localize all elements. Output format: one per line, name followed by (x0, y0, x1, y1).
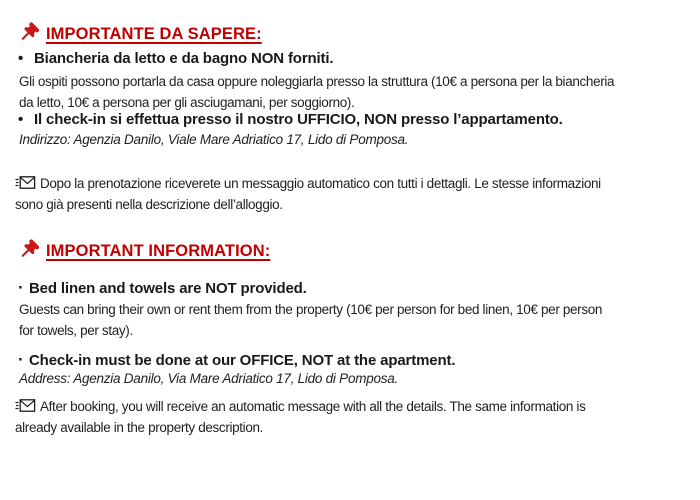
bullet-item-linen-en (18, 278, 307, 298)
note-line (15, 173, 601, 194)
bullet-glyph: • (18, 50, 24, 67)
bullet-item-checkin-it (18, 111, 563, 128)
note-booking-it (15, 173, 601, 215)
section-title: IMPORTANTE DA SAPERE: (46, 24, 262, 43)
bullet-text: Il check-in si effettua presso il nostro UFFICIO, NON presso l’appartamento. (34, 111, 563, 128)
paragraph-line: da letto, 10€ a persona per gli asciugamani, per soggiorno). (19, 95, 355, 110)
envelope-icon (15, 398, 36, 413)
bullet-glyph: • (18, 111, 24, 128)
note-text: Dopo la prenotazione riceverete un messaggio automatico con tutti i dettagli. Le stesse informazioni (40, 176, 601, 191)
note-line: sono già presenti nella descrizione dell’alloggio. (15, 197, 283, 212)
section-heading-english (16, 239, 270, 263)
address-line-it: Indirizzo: Agenzia Danilo, Viale Mare Adriatico 17, Lido di Pomposa. (19, 132, 409, 147)
address-line-en: Address: Agenzia Danilo, Via Mare Adriatico 17, Lido di Pomposa. (19, 371, 398, 386)
bullet-text: Check-in must be done at our OFFICE, NOT at the apartment. (29, 352, 456, 369)
bullet-item-linen-it (18, 50, 333, 67)
note-line (15, 396, 585, 417)
bullet-glyph: · (18, 350, 24, 369)
bullet-text: Bed linen and towels are NOT provided. (29, 280, 307, 297)
bullet-text: Biancheria da letto e da bagno NON forniti. (34, 50, 334, 67)
envelope-icon (15, 175, 36, 190)
paragraph-line: Gli ospiti possono portarla da casa oppure noleggiarla presso la struttura (10€ a persona per la biancheria (19, 74, 615, 89)
bullet-item-checkin-en (18, 350, 455, 370)
note-booking-en (15, 396, 585, 438)
note-text: After booking, you will receive an automatic message with all the details. The same information is (40, 399, 586, 414)
section-heading-italian (16, 22, 262, 46)
paragraph-line: for towels, per stay). (19, 323, 133, 338)
section-title: IMPORTANT INFORMATION: (46, 241, 271, 260)
pushpin-icon (16, 239, 39, 263)
pushpin-icon (16, 22, 39, 46)
paragraph-linen-it (19, 71, 614, 113)
bullet-glyph: · (18, 278, 24, 297)
note-line: already available in the property description. (15, 420, 264, 435)
paragraph-line: Guests can bring their own or rent them from the property (10€ per person for bed linen, 10€ per person (19, 302, 603, 317)
paragraph-linen-en (19, 299, 602, 341)
